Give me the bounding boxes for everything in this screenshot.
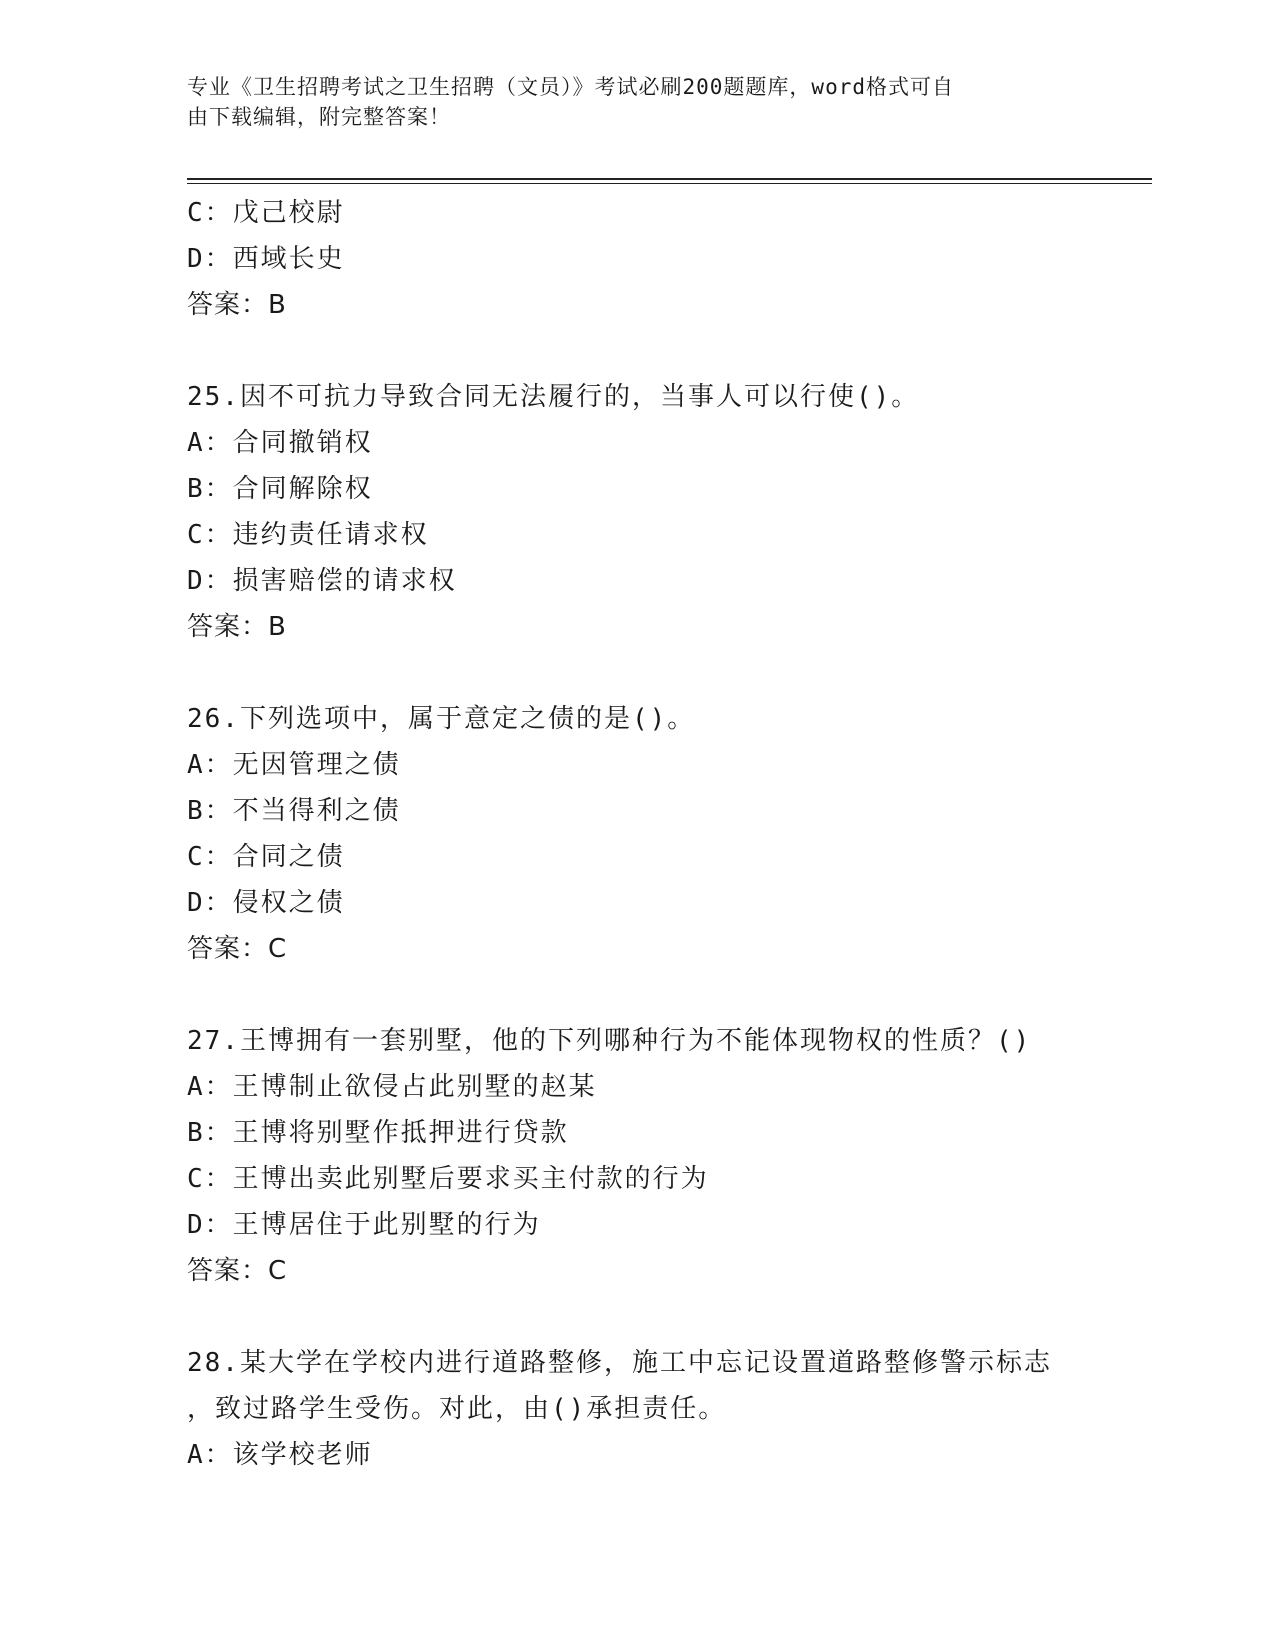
option-c: C：违约责任请求权: [187, 520, 429, 550]
option-b: B：不当得利之债: [187, 796, 401, 826]
question-stem-28-line-2: ，致过路学生受伤。对此，由()承担责任。: [187, 1394, 727, 1424]
document-header: [187, 72, 1067, 132]
option-d: D：损害赔偿的请求权: [187, 566, 457, 596]
option-b: B：王博将别墅作抵押进行贷款: [187, 1118, 569, 1148]
answer-line: 答案：B: [187, 290, 287, 320]
option-c: C：合同之债: [187, 842, 345, 872]
answer-line: 答案：C: [187, 1256, 288, 1286]
header-divider-thin: [187, 183, 1152, 184]
question-stem-28-line-1: 28.某大学在学校内进行道路整修，施工中忘记设置道路整修警示标志: [187, 1348, 1052, 1378]
document-body: [187, 190, 1087, 1478]
question-stem-25: 25.因不可抗力导致合同无法履行的，当事人可以行使()。: [187, 382, 920, 412]
header-line-1: 专业《卫生招聘考试之卫生招聘（文员）》考试必刷200题题库，word格式可自: [187, 75, 954, 99]
answer-line: 答案：B: [187, 612, 287, 642]
option-a: A：该学校老师: [187, 1440, 373, 1470]
question-stem-27: 27.王博拥有一套别墅，他的下列哪种行为不能体现物权的性质？(): [187, 1026, 1032, 1056]
option-d: D：王博居住于此别墅的行为: [187, 1210, 541, 1240]
option-d: D：西域长史: [187, 244, 345, 274]
spacer: [187, 972, 1087, 1018]
option-c: C：戊己校尉: [187, 198, 345, 228]
header-line-2: 由下载编辑，附完整答案！: [187, 105, 451, 129]
question-stem-26: 26.下列选项中，属于意定之债的是()。: [187, 704, 696, 734]
option-d: D：侵权之债: [187, 888, 345, 918]
option-c: C：王博出卖此别墅后要求买主付款的行为: [187, 1164, 709, 1194]
option-a: A：合同撤销权: [187, 428, 373, 458]
header-divider-thick: [187, 178, 1152, 180]
option-b: B：合同解除权: [187, 474, 373, 504]
spacer: [187, 328, 1087, 374]
spacer: [187, 1294, 1087, 1340]
spacer: [187, 650, 1087, 696]
answer-line: 答案：C: [187, 934, 288, 964]
option-a: A：无因管理之债: [187, 750, 401, 780]
option-a: A：王博制止欲侵占此别墅的赵某: [187, 1072, 597, 1102]
